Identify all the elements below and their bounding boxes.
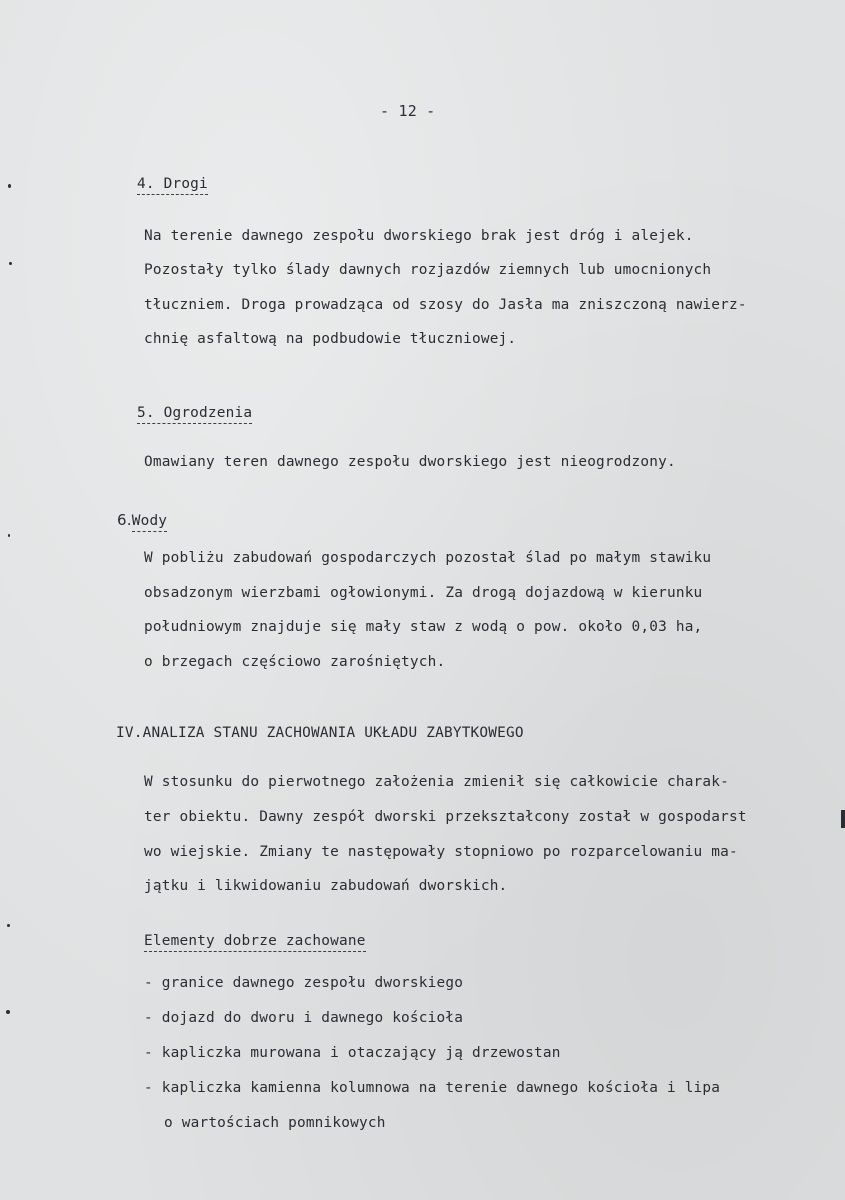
paragraph-line: Omawiany teren dawnego zespołu dworskiego jest nieogrodzony.	[144, 454, 676, 470]
paragraph-line: Pozostały tylko ślady dawnych rozjazdów ziemnych lub umocnionych	[144, 262, 712, 278]
section-heading-waters	[117, 511, 167, 529]
paragraph-line: tłuczniem. Droga prowadząca od szosy do Jasła ma zniszczoną nawierz-	[144, 297, 747, 313]
paragraph-line: południowym znajduje się mały staw z wodą o pow. około 0,03 ha,	[144, 619, 703, 635]
section-title: Wody	[132, 513, 167, 532]
list-item-continuation: o wartościach pomnikowych	[164, 1115, 386, 1131]
list-item: - granice dawnego zespołu dworskiego	[144, 975, 464, 991]
paragraph-line: obsadzonym wierzbami ogłowionymi. Za drogą dojazdową w kierunku	[144, 585, 703, 601]
edge-bleed-mark	[841, 810, 845, 828]
paragraph-line: Na terenie dawnego zespołu dworskiego brak jest dróg i alejek.	[144, 228, 694, 244]
subheading-well-preserved: Elementy dobrze zachowane	[144, 933, 366, 952]
section-number: 6.	[117, 511, 132, 529]
paragraph-line: wo wiejskie. Zmiany te następowały stopniowo po rozparcelowaniu ma-	[144, 844, 738, 860]
list-item: - kapliczka murowana i otaczający ją drzewostan	[144, 1045, 561, 1061]
chapter-heading-analysis: IV.ANALIZA STANU ZACHOWANIA UKŁADU ZABYTKOWEGO	[116, 725, 524, 741]
margin-speck	[7, 924, 10, 927]
paragraph-line: W pobliżu zabudowań gospodarczych pozostał ślad po małym stawiku	[144, 550, 712, 566]
margin-speck	[6, 1010, 10, 1014]
paragraph-line: o brzegach częściowo zarośniętych.	[144, 654, 446, 670]
paragraph-line: chnię asfaltową na podbudowie tłuczniowej.	[144, 331, 517, 347]
page-number: - 12 -	[380, 102, 436, 120]
list-item: - dojazd do dworu i dawnego kościoła	[144, 1010, 464, 1026]
section-heading-roads: 4. Drogi	[137, 176, 208, 195]
paragraph-line: jątku i likwidowaniu zabudowań dworskich.	[144, 878, 508, 894]
margin-speck	[8, 534, 10, 537]
paragraph-line: W stosunku do pierwotnego założenia zmienił się całkowicie charak-	[144, 774, 730, 790]
margin-speck	[8, 184, 11, 188]
margin-speck	[9, 262, 12, 265]
list-item: - kapliczka kamienna kolumnowa na terenie dawnego kościoła i lipa	[144, 1080, 721, 1096]
section-heading-fences: 5. Ogrodzenia	[137, 405, 252, 424]
paragraph-line: ter obiektu. Dawny zespół dworski przekształcony został w gospodarst	[144, 809, 747, 825]
